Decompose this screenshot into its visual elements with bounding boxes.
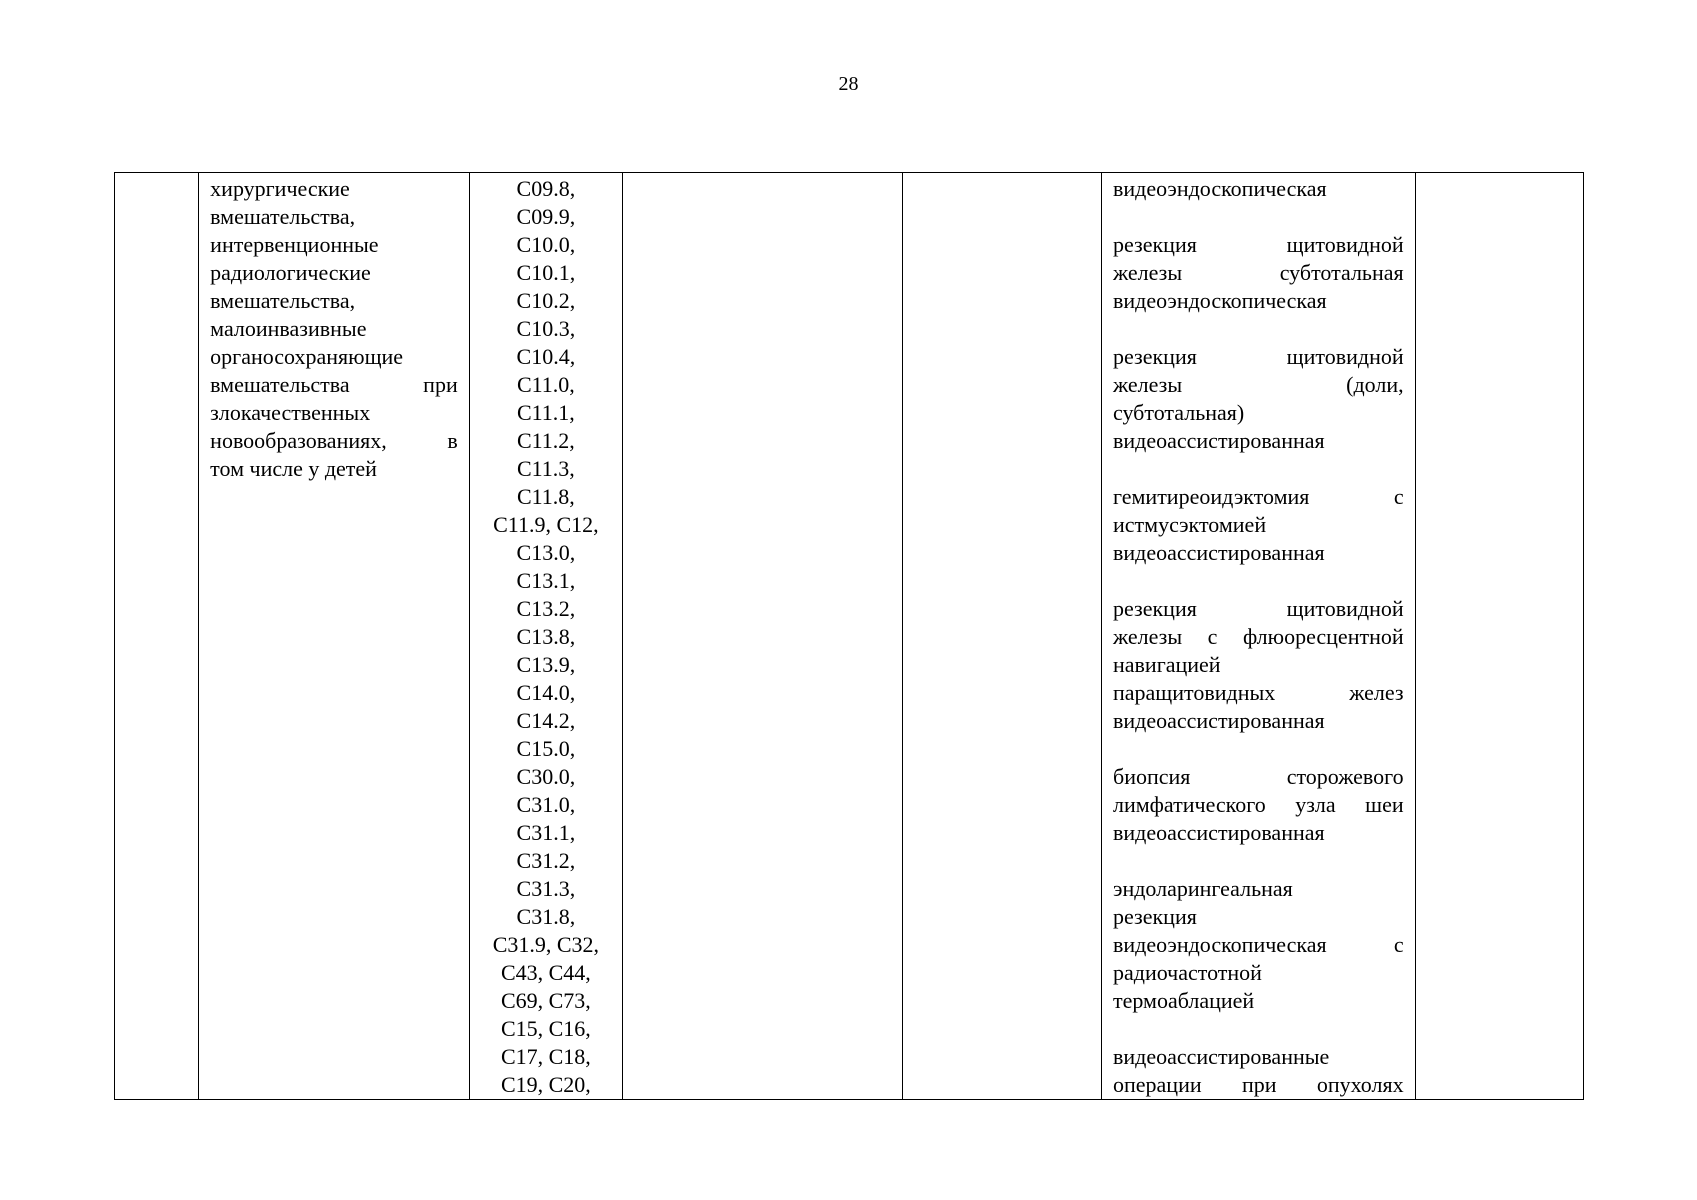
icd-code: C19, C20, [500,1072,591,1097]
icd-code: C13.8, [516,624,576,649]
treatment-method-line: гемитиреоидэктомия с [1113,484,1404,509]
treatment-method-line: резекция щитовидной [1113,344,1404,369]
icd-code: C11.1, [516,400,575,425]
icd-code: C14.0, [516,680,576,705]
treatment-method-line: видеоассистированная [1113,540,1325,565]
treatment-method [1113,483,1404,567]
treatment-method [1113,231,1404,315]
treatment-method [1113,595,1404,735]
icd-code: C11.2, [516,428,575,453]
description-line: новообразованиях, в [210,428,458,453]
icd-code: C09.9, [516,204,576,229]
icd-code: C15, C16, [500,1016,591,1041]
cell-number [115,173,199,1100]
treatment-method-line: железы субтотальная [1113,260,1404,285]
page-number: 28 [838,73,859,95]
icd-code: C13.9, [516,652,576,677]
icd-code: C13.2, [516,596,576,621]
icd-code: C10.0, [516,232,576,257]
icd-code: C09.8, [516,176,576,201]
icd-code: C30.0, [516,764,576,789]
treatment-method [1113,875,1404,1015]
description-line: злокачественных [210,400,371,425]
icd-code: C10.2, [516,288,576,313]
treatment-method [1113,763,1404,847]
treatment-method-line: биопсия сторожевого [1113,764,1404,789]
icd-code: C31.0, [516,792,576,817]
treatment-method [1113,343,1404,455]
icd-code: C10.4, [516,344,576,369]
treatment-method-line: видеоассистированная [1113,428,1325,453]
cell-description [199,173,470,1100]
treatment-method-line: радиочастотной [1113,960,1262,985]
icd-code: C11.3, [516,456,575,481]
treatment-method-line: операции при опухолях [1113,1072,1404,1097]
cell-treatment-methods [1102,173,1416,1100]
cell-cost [1415,173,1583,1100]
description-line: малоинвазивные [210,316,367,341]
treatment-method-line: эндоларингеальная [1113,876,1293,901]
treatment-method-line: резекция щитовидной [1113,232,1404,257]
treatment-method-line: паращитовидных желез [1113,680,1404,705]
treatment-methods-list [1113,175,1404,1099]
icd-code: C31.2, [516,848,576,873]
description-line: хирургические [210,176,350,201]
treatment-method [1113,1043,1404,1099]
description-line: вмешательства, [210,288,356,313]
description-line: радиологические [210,260,371,285]
cell-treatment-type [902,173,1101,1100]
icd-code: C11.9, C12, [493,512,599,537]
description-line: органосохраняющие [210,344,404,369]
description-line: том числе у детей [210,456,377,481]
icd-code: C10.3, [516,316,576,341]
treatment-method-line: резекция щитовидной [1113,596,1404,621]
treatment-method-line: резекция [1113,904,1197,929]
treatment-method-line: субтотальная) [1113,400,1245,425]
icd-code: C31.1, [516,820,576,845]
treatment-method-line: истмусэктомией [1113,512,1267,537]
cell-icd-codes [469,173,622,1100]
description-line: вмешательства, [210,204,356,229]
treatment-method-line: видеоассистированные [1113,1044,1330,1069]
treatment-method-line: видеоэндоскопическая с [1113,932,1404,957]
icd-code: C13.1, [516,568,576,593]
icd-code: C31.8, [516,904,576,929]
cell-patient-model [623,173,903,1100]
treatment-method-line: навигацией [1113,652,1221,677]
icd-code: C13.0, [516,540,576,565]
icd-code: C31.9, C32, [492,932,600,957]
icd-code: C11.8, [516,484,575,509]
icd-code: C14.2, [516,708,576,733]
description-line: вмешательства при [210,372,458,397]
treatment-method-line: видеоэндоскопическая [1113,288,1327,313]
treatment-method [1113,175,1404,203]
icd-code: C15.0, [516,736,576,761]
treatment-method-line: железы (доли, [1113,372,1404,397]
icd-codes-list [481,175,611,1099]
icd-code: C69, C73, [500,988,591,1013]
icd-code: C31.3, [516,876,576,901]
treatment-method-line: видеоассистированная [1113,708,1325,733]
procedures-table [114,172,1584,1100]
icd-code: C17, C18, [500,1044,591,1069]
treatment-method-line: железы с флюоресцентной [1113,624,1404,649]
table-row [115,173,1584,1100]
icd-code: C10.1, [516,260,576,285]
description-text [210,175,458,483]
description-line: интервенционные [210,232,379,257]
treatment-method-line: видеоассистированная [1113,820,1325,845]
treatment-method-line: термоаблацией [1113,988,1255,1013]
icd-code: C11.0, [516,372,575,397]
treatment-method-line: видеоэндоскопическая [1113,176,1327,201]
treatment-method-line: лимфатического узла шеи [1113,792,1404,817]
icd-code: C43, C44, [500,960,591,985]
